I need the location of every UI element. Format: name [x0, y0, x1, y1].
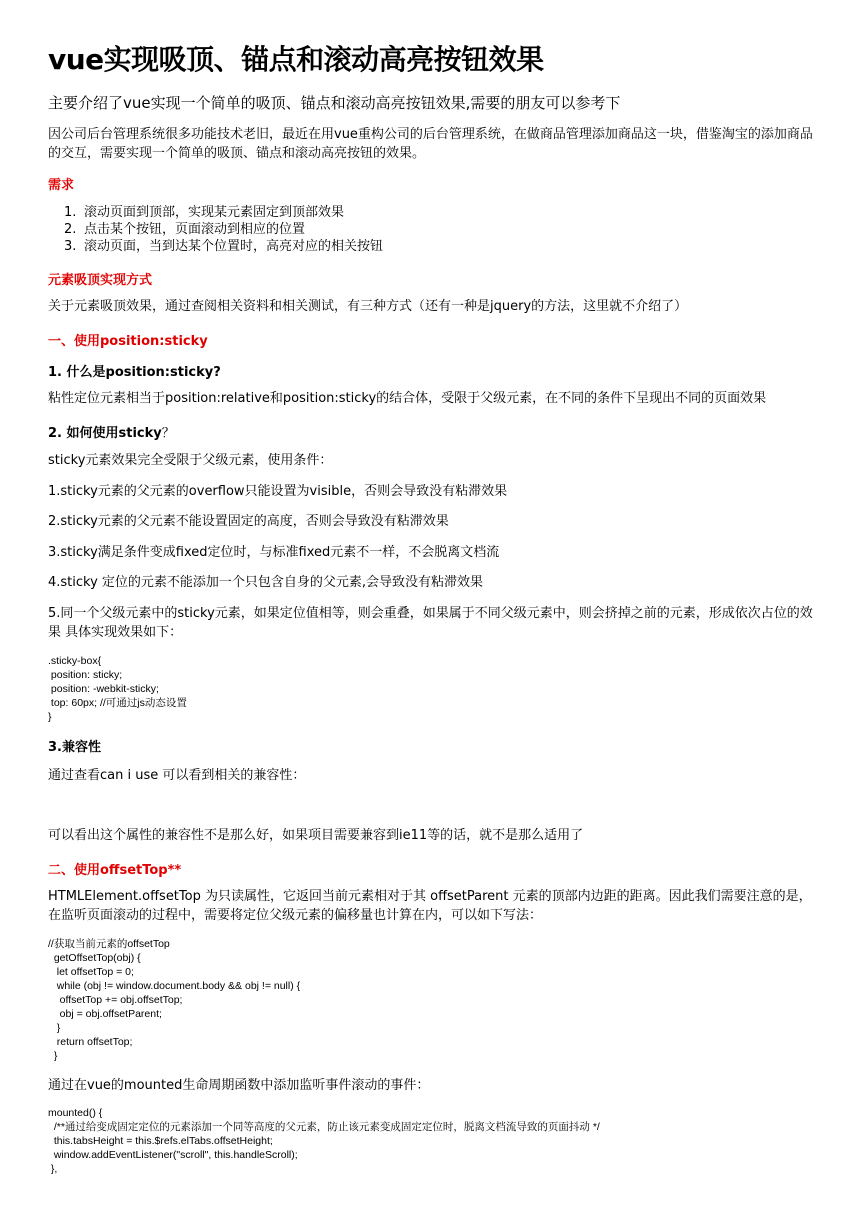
how-to-use-heading [48, 422, 175, 441]
mounted-text: 通过在vue的mounted生命周期函数中添加监听事件滚动的事件： [48, 1078, 430, 1093]
usage-conditions-intro: sticky元素效果完全受限于父级元素，使用条件： [48, 453, 333, 468]
list-item-number: 3. [64, 239, 77, 254]
requirements-heading: 需求 [48, 178, 75, 193]
section-1-heading: 一、使用position:sticky [48, 334, 208, 349]
requirements-list [64, 204, 383, 255]
condition-4: 4.sticky 定位的元素不能添加一个只包含自身的父元素,会导致没有粘滞效果 [48, 575, 484, 590]
what-is-sticky-heading: 1. 什么是position:sticky? [48, 365, 221, 380]
sticky-methods-heading: 元素吸顶实现方式 [48, 273, 153, 288]
compatibility-heading: 3.兼容性 [48, 740, 101, 755]
compatibility-note: 可以看出这个属性的兼容性不是那么好，如果项目需要兼容到ie11等的话，就不是那么适用了 [48, 828, 584, 843]
list-item [64, 221, 383, 238]
how-to-use-heading-bold: 2. 如何使用sticky [48, 426, 162, 441]
list-item-text: 点击某个按钮，页面滚动到相应的位置 [84, 222, 306, 237]
list-item-number: 1. [64, 205, 77, 220]
page-subtitle: 主要介绍了vue实现一个简单的吸顶、锚点和滚动高亮按钮效果,需要的朋友可以参考下 [48, 94, 621, 112]
list-item-number: 2. [64, 222, 77, 237]
code-block-mounted: mounted() { /**通过给变成固定定位的元素添加一个同等高度的父元素，防止该元素变成固定定位时，脱离文档流导致的页面抖动 */ this.tabsHeight = this.$refs.elTabs.offsetHeight; window.addEventListener("scroll", this.handleScroll); }, [48, 1107, 600, 1175]
list-item [64, 204, 383, 221]
condition-3: 3.sticky满足条件变成fixed定位时，与标准fixed元素不一样，不会脱离文档流 [48, 545, 500, 560]
sticky-methods-intro: 关于元素吸顶效果，通过查阅相关资料和相关测试，有三种方式（还有一种是jquery的方法，这里就不介绍了） [48, 299, 688, 314]
page-title: vue实现吸顶、锚点和滚动高亮按钮效果 [48, 43, 544, 76]
intro-paragraph: 因公司后台管理系统很多功能技术老旧，最近在用vue重构公司的后台管理系统，在做商品管理添加商品这一块，借鉴淘宝的添加商品的交互，需要实现一个简单的吸顶、锚点和滚动高亮按钮的效果。 [48, 127, 813, 161]
condition-5: 5.同一个父级元素中的sticky元素，如果定位值相等，则会重叠，如果属于不同父级元素中，则会挤掉之前的元素，形成依次占位的效果 具体实现效果如下： [48, 606, 813, 640]
code-block-offsettop: //获取当前元素的offsetTop getOffsetTop(obj) { let offsetTop = 0; while (obj != window.document.body && obj != null) { offsetTop += obj.offsetTop; obj = obj.offsetParent; } return offsetTop; } [48, 938, 301, 1062]
section-2-heading: 二、使用offsetTop** [48, 863, 182, 878]
list-item-text: 滚动页面到顶部，实现某元素固定到顶部效果 [84, 205, 345, 220]
compatibility-text: 通过查看can i use 可以看到相关的兼容性： [48, 768, 306, 783]
condition-2: 2.sticky元素的父元素不能设置固定的高度，否则会导致没有粘滞效果 [48, 514, 449, 529]
offsettop-text: HTMLElement.offsetTop 为只读属性，它返回当前元素相对于其 offsetParent 元素的顶部内边距的距离。因此我们需要注意的是，在监听页面滚动的过程中，需要将定位父级元素的偏移量也计算在内，可以如下写法： [48, 889, 812, 923]
code-block-sticky: .sticky-box{ position: sticky; position: -webkit-sticky; top: 60px; //可通过js动态设置 } [48, 655, 187, 723]
list-item-text: 滚动页面，当到达某个位置时，高亮对应的相关按钮 [84, 239, 384, 254]
what-is-sticky-text: 粘性定位元素相当于position:relative和position:sticky的结合体，受限于父级元素，在不同的条件下呈现出不同的页面效果 [48, 391, 767, 406]
how-to-use-heading-mark: ？ [161, 426, 175, 441]
list-item [64, 238, 383, 255]
condition-1: 1.sticky元素的父元素的overflow只能设置为visible，否则会导致没有粘滞效果 [48, 484, 508, 499]
